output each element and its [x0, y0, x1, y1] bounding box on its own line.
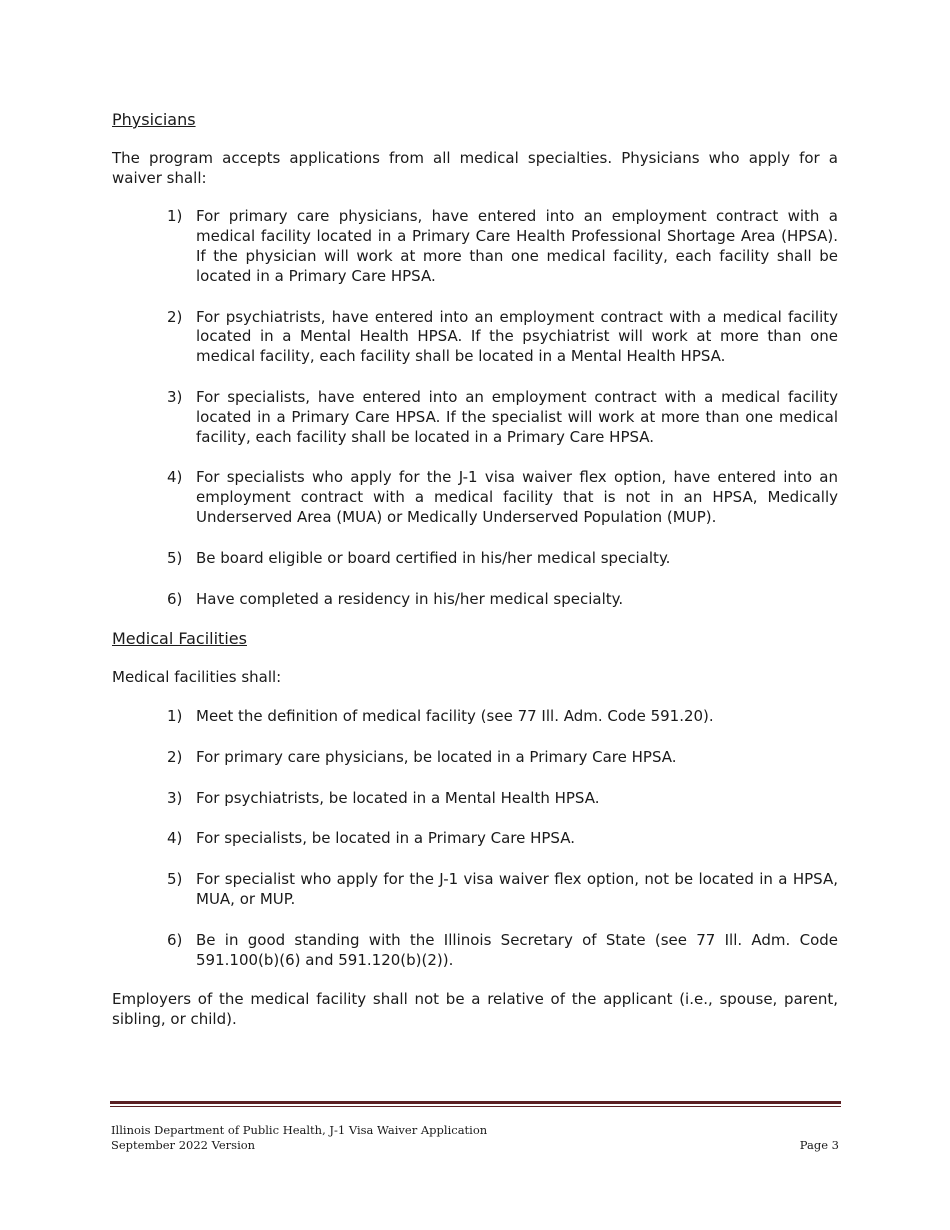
footer-divider: [110, 1101, 841, 1108]
list-item-number: 5): [167, 870, 183, 889]
list-item-number: 2): [167, 747, 183, 766]
list-item: [167, 388, 838, 447]
list-item-number: 1): [167, 207, 183, 226]
list-item-text: For specialists, have entered into an employment contract with a medical facility located in a Primary Care HPSA. If the specialist will work at more than one medical facility, each facility shall be located in a Primary Care HPSA.: [196, 387, 838, 446]
list-item-number: 3): [167, 387, 183, 406]
list-item: [167, 549, 838, 569]
physicians-requirements-list: [112, 207, 838, 609]
list-item-text: Meet the definition of medical facility (see 77 Ill. Adm. Code 591.20).: [196, 706, 714, 725]
list-item-text: For psychiatrists, be located in a Mental Health HPSA.: [196, 788, 600, 807]
list-item-number: 1): [167, 706, 183, 725]
list-item-text: Have completed a residency in his/her medical specialty.: [196, 589, 624, 608]
list-item-text: For specialist who apply for the J-1 visa waiver flex option, not be located in a HPSA, MUA, or MUP.: [196, 870, 838, 908]
medical-facilities-heading: Medical Facilities: [112, 629, 247, 649]
footer-divider-thin: [110, 1106, 841, 1107]
list-item-number: 3): [167, 788, 183, 807]
list-item-text: For primary care physicians, be located in a Primary Care HPSA.: [196, 747, 677, 766]
list-item: [167, 789, 838, 809]
list-item-number: 4): [167, 829, 183, 848]
footer-organization: Illinois Department of Public Health, J-1 Visa Waiver Application: [111, 1123, 488, 1137]
employer-relative-note: Employers of the medical facility shall not be a relative of the applicant (i.e., spouse, parent, sibling, or child).: [112, 990, 838, 1029]
physicians-intro: The program accepts applications from all medical specialties. Physicians who apply for a waiver shall:: [112, 148, 838, 187]
list-item: [167, 308, 838, 367]
document-page: [112, 110, 838, 1049]
list-item-text: For specialists who apply for the J-1 visa waiver flex option, have entered into an employment contract with a medical facility that is not in an HPSA, Medically Underserved Area (MUA) or Medically Underserved Population (MUP).: [196, 468, 838, 526]
physicians-heading: Physicians: [112, 110, 196, 129]
list-item-number: 6): [167, 589, 183, 608]
list-item: [167, 207, 838, 286]
list-item-text: For psychiatrists, have entered into an employment contract with a medical facility located in a Mental Health HPSA. If the psychiatrist will work at more than one medical facility, each facility shall be located in a Mental Health HPSA.: [196, 307, 838, 366]
facilities-intro: Medical facilities shall:: [112, 668, 282, 687]
list-item-text: For specialists, be located in a Primary Care HPSA.: [196, 829, 575, 848]
list-item: [167, 748, 838, 768]
list-item-text: Be board eligible or board certified in his/her medical specialty.: [196, 548, 671, 567]
list-item: [167, 707, 838, 727]
list-item-number: 6): [167, 930, 183, 949]
list-item-number: 2): [167, 307, 183, 326]
list-item: [167, 870, 838, 910]
list-item-text: For primary care physicians, have entered into an employment contract with a medical facility located in a Primary Care Health Professional Shortage Area (HPSA). If the physician will work at more than one medical facility, each facility shall be located in a Primary Care HPSA.: [196, 207, 838, 285]
list-item-number: 5): [167, 548, 183, 567]
footer-version: September 2022 Version: [111, 1138, 256, 1152]
page-number: Page 3: [799, 1138, 839, 1152]
list-item: [167, 468, 838, 527]
list-item-text: Be in good standing with the Illinois Secretary of State (see 77 Ill. Adm. Code 591.100(b)(6) and 591.120(b)(2)).: [196, 930, 838, 969]
list-item-number: 4): [167, 468, 183, 487]
page-footer: [111, 1123, 839, 1153]
list-item: [167, 931, 838, 971]
list-item: [167, 829, 838, 849]
facilities-requirements-list: [112, 707, 838, 970]
list-item: [167, 590, 838, 610]
footer-divider-thick: [110, 1101, 841, 1104]
